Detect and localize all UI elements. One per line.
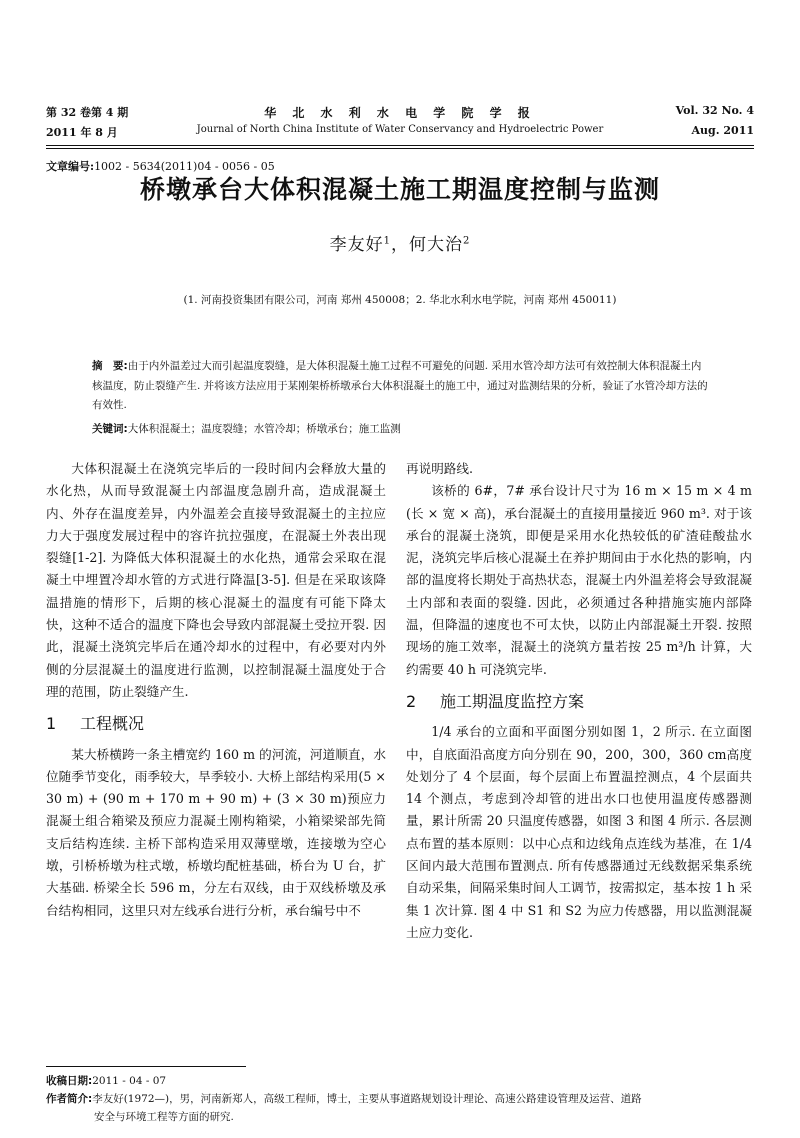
section-heading-1 [46,713,386,735]
section-heading-2 [406,691,752,713]
paper-title: 桥墩承台大体积混凝土施工期温度控制与监测 [139,175,660,204]
intro-paragraph: 大体积混凝土在浇筑完毕后的一段时间内会释放大量的水化热，从而导致混凝土内部温度急剧升高，造成混凝土内、外存在温度差异，内外温差会直接导致混凝土的主拉应力大于强度发展过程中的容许抗拉强度，在混凝土外表出现裂缝[1-2]. 为降低大体积混凝土的水化热，通常会采取在混凝土中埋置冷却水管的方式进行降温[3-5]. 但是在采取该降温措施的情形下，后期的核心混凝土的温度有可能下降太快，这种不适合的温度下降也会导致内部混凝土受拉开裂. 因此，混凝土浇筑完毕后在通冷却水的过程中，有必要对内外侧的分层混凝土的温度进行监测，以控制混凝土温度处于合理的范围，防止裂缝产生. [46,461,386,699]
received-label: 收稿日期: [46,1075,93,1087]
journal-name-en: Journal of North China Institute of Water Conservancy and Hydroelectric Power [196,124,604,135]
author-1: 李友好 [329,235,384,255]
author-1-affil-mark: 1 [383,235,391,247]
article-number-label: 文章编号: [46,160,95,173]
author-separator: ， [391,235,409,255]
section-1-number: 1 [46,714,57,734]
keywords [92,421,708,436]
volume-issue-cn: 第 32 卷第 4 期 [46,106,129,119]
publication-date-en: Aug. 2011 [691,124,754,137]
continued-paragraph: 再说明路线. [406,461,473,476]
author-2: 何大治 [409,235,463,255]
keywords-label: 关键词: [92,423,128,435]
abstract-label: 摘 要: [92,360,128,372]
header-rule-thick [46,145,754,146]
journal-name-cn: 华 北 水 利 水 电 学 院 学 报 [264,106,536,120]
keywords-text: 大体积混凝土；温度裂缝；水管冷却；桥墩承台；施工监测 [127,423,401,435]
affiliations: (1. 河南投资集团有限公司，河南 郑州 450008；2. 华北水利水电学院，河南 郑州 450011) [183,294,617,306]
section-2-number: 2 [406,691,417,711]
author-2-affil-mark: 2 [463,235,471,247]
author-bio [46,1090,754,1108]
author-bio-continued: 安全与环境工程等方面的研究. [94,1111,234,1123]
volume-issue-en: Vol. 32 No. 4 [675,104,754,117]
monitoring-plan-paragraph: 1/4 承台的立面和平面图分别如图 1，2 所示. 在立面图中，自底面沿高度方向分别在 90，200，300，360 cm高度处划分了 4 个层面，每个层面上布置温控测点，4 个层面共 14 个测点，考虑到冷却管的进出水口也使用温度传感器测量，累计所需 20 只温度传感器，如图 3 和图 4 所示. 各层测点布置的基本原则：以中心点和边线角点连线为基准，在 1/4 区间内最大范围布置测点. 所有传感器通过无线数据采集系统自动采集，间隔采集时间人工调节，按需拟定，基本按 1 h 采集 1 次计算. 图 4 中 S1 和 S2 为应力传感器，用以监测混凝土应力变化. [406,724,752,940]
author-list [0,230,800,255]
abstract-text: 由于内外温差过大而引起温度裂缝，是大体积混凝土施工过程不可避免的问题. 采用水管冷却方法可有效控制大体积混凝土内核温度，防止裂缝产生. 并将该方法应用于某刚架桥桥墩承台大体积混凝土的施工中，通过对监测结果的分析，验证了水管冷却方法的有效性. [92,360,708,411]
header-rule-thin [46,148,754,149]
received-value: 2011 - 04 - 07 [92,1075,167,1087]
received-date [46,1072,754,1090]
section-1-title: 工程概况 [80,714,145,734]
project-overview-paragraph: 某大桥横跨一条主槽宽约 160 m 的河流，河道顺直，水位随季节变化，雨季较大，旱季较小. 大桥上部结构采用(5 × 30 m) + (90 m + 170 m + 90 m) + (3 × 30 m)预应力混凝土组合箱梁及预应力混凝土刚构箱梁，小箱梁梁部先简支后结构连续. 主桥下部构造采用双薄壁墩，连接墩为空心墩，引桥桥墩为柱式墩，桥墩均配桩基础，桥台为 U 台，扩大基础. 桥梁全长 596 m，分左右双线，由于双线桥墩及承台结构相同，这里只对左线承台进行分析，承台编号中不 [46,746,386,918]
author-bio-label: 作者简介: [46,1093,93,1105]
body-column-left [46,458,386,922]
footnote-rule [46,1066,246,1067]
section-2-title: 施工期温度监控方案 [440,691,585,711]
abstract [92,357,708,416]
author-bio-text: 李友好(1972—)，男，河南新郑人，高级工程师，博士，主要从事道路规划设计理论、高速公路建设管理及运营、道路 [92,1093,642,1105]
pile-cap-paragraph: 该桥的 6#，7# 承台设计尺寸为 16 m × 15 m × 4 m (长 × 宽 × 高)，承台混凝土的直接用量接近 960 m³. 对于该承台的混凝土浇筑，即便是采用水化热较低的矿渣硅酸盐水泥，浇筑完毕后核心混凝土在养护期间由于水化热的影响，内部的温度将长期处于高热状态，混凝土内外温差将会导致混凝土内部和表面的裂缝. 因此，必须通过各种措施实施内部降温，但降温的速度也不可太快，以防止内部混凝土开裂. 按照现场的施工效率，混凝土的浇筑方量若按 25 m³/h 计算，大约需要 40 h 可浇筑完毕. [406,483,752,677]
journal-header [46,104,754,146]
body-column-right [406,458,752,944]
publication-date-cn: 2011 年 8 月 [46,126,118,139]
article-number-value: 1002 - 5634(2011)04 - 0056 - 05 [94,160,275,173]
